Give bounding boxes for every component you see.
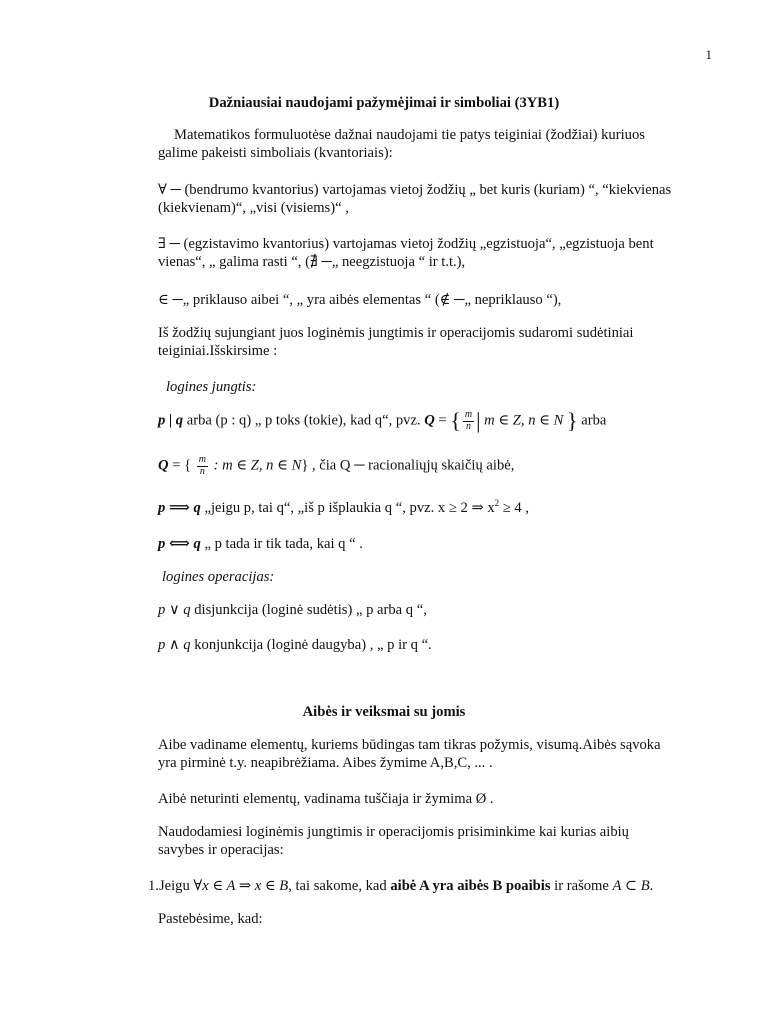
logic-connectives-label: logines jungtis: — [166, 379, 257, 395]
element-of-definition: ∈ ─„ priklauso aibei “, „ yra aibės elementas “ (∉ ─„ nepriklauso “), — [158, 292, 562, 308]
forall-definition: ∀ ─ (bendrumo kvantorius) vartojamas vietoj žodžių „ bet kuris (kuriam) “, “kiekvienas (kiekvienam)“, „visi (visiems)“ , — [158, 182, 672, 217]
operation-disjunction: p ∨ q disjunkcija (loginė sudėtis) „ p arba q “, — [158, 602, 427, 618]
sets-definition-paragraph: Aibe vadiname elementų, kuriems būdingas tam tikras požymis, visumą.Aibės sąvoka yra pirminė t.y. neapibrėžiama. Aibes žymime A,B,C, ... . — [158, 737, 661, 772]
compound-statements-paragraph: Iš žodžių sujungiant juos loginėmis jungtimis ir operacijomis sudaromi sudėtiniai teiginiai.Išskirsime : — [158, 325, 634, 360]
page-number: 1 — [705, 47, 712, 62]
note-line: Pastebėsime, kad: — [158, 911, 263, 927]
operation-conjunction: p ∧ q konjunkcija (loginė daugyba) , „ p ir q “. — [158, 637, 432, 653]
fraction: $\frac{m}{n}$ — [198, 454, 206, 477]
rational-numbers-set: Q = { $\frac{m}{n}$ : m ∈ Z, n ∈ N} , čia Q ─ racionaliųjų skaičių aibė, — [158, 454, 515, 477]
section-title-sets: Aibės ir veiksmai su jomis — [302, 704, 466, 720]
logic-operations-label: logines operacijas: — [162, 569, 275, 585]
intro-paragraph: Matematikos formuluotėse dažnai naudojami tie patys teiginiai (žodžiai) kuriuos galime pakeisti simboliais (kvantoriais): — [158, 127, 645, 162]
connective-implication: p ⟹ q „jeigu p, tai q“, „iš p išplaukia q “, pvz. x ≥ 2 ⇒ $x^2 \ge 4$ , — [158, 498, 530, 516]
fraction: $\frac{m}{n}$ — [464, 409, 473, 432]
subset-definition-item: 1.Jeigu ∀x ∈ A ⇒ x ∈ B, tai sakome, kad aibė A yra aibės B poaibis ir rašome A ⊂ B. — [148, 878, 654, 894]
set-properties-intro: Naudodamiesi loginėmis jungtimis ir operacijomis prisiminkime kai kurias aibių savybes ir operacijas: — [158, 824, 629, 859]
empty-set-paragraph: Aibė neturinti elementų, vadinama tuščiaja ir žymima Ø . — [158, 791, 494, 807]
exists-definition: ∃ ─ (egzistavimo kvantorius) vartojamas vietoj žodžių „egzistuoja“, „egzistuoja bent vienas“, „ galima rasti “, (∄ ─„ neegzistuoja “ ir t.t.), — [158, 236, 654, 271]
connective-equivalence: p ⟺ q „ p tada ir tik tada, kai q “ . — [158, 536, 363, 552]
connective-such-that: p | q arba (p : q) „ p toks (tokie), kad q“, pvz. Q = { $\frac{m}{n}$ | m ∈ Z, n ∈ N } arba — [158, 408, 607, 433]
such-that-symbol: p | q — [158, 412, 184, 429]
page-title: Dažniausiai naudojami pažymėjimai ir simboliai (3YB1) — [208, 95, 560, 111]
